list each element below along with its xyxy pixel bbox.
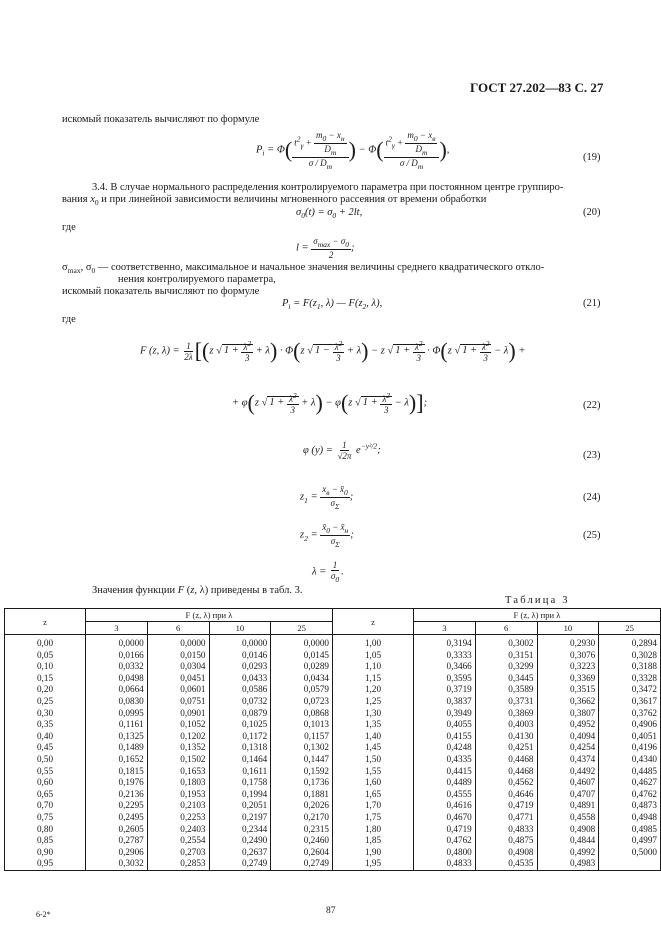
paragraph-3-4-line2: вания $x_0$ и при линейной зависимости величины мгновенного рассеяния от времени обработки xyxy=(62,194,487,208)
cell-z: 1,60 xyxy=(333,777,414,789)
cell-value: 0,3472 xyxy=(599,684,661,696)
cell-value: 0,3002 xyxy=(475,635,537,650)
cell-z: 1,35 xyxy=(333,719,414,731)
cell-value: 0,2604 xyxy=(271,847,333,859)
table-row xyxy=(5,766,661,778)
cell-value: 0,1352 xyxy=(147,742,209,754)
cell-value: 0,4485 xyxy=(599,766,661,778)
lambda-header: 25 xyxy=(271,622,333,635)
cell-z: 0,80 xyxy=(5,824,86,836)
cell-value: 0,1803 xyxy=(147,777,209,789)
cell-z: 1,30 xyxy=(333,708,414,720)
cell-z: 0,05 xyxy=(5,650,86,662)
page-header: ГОСТ 27.202—83 С. 27 xyxy=(470,80,604,95)
cell-value: 0,0879 xyxy=(209,708,271,720)
cell-value: 0,2315 xyxy=(271,824,333,836)
cell-value: 0,1302 xyxy=(271,742,333,754)
formula-21: $P_i = F(z_1$, λ) — $F(z_2$, λ), xyxy=(282,298,383,312)
cell-value: 0,1325 xyxy=(86,731,148,743)
cell-value: 0,4985 xyxy=(599,824,661,836)
cell-value: 0,2605 xyxy=(86,824,148,836)
cell-value: 0,4992 xyxy=(537,847,599,859)
table-row xyxy=(5,731,661,743)
cell-value: 0,4251 xyxy=(475,742,537,754)
cell-value: 0,2197 xyxy=(209,812,271,824)
cell-value: 0,3837 xyxy=(414,696,476,708)
cell-value: 0,4335 xyxy=(414,754,476,766)
paragraph-sigma-def-2: нения контролируемого параметра, xyxy=(118,274,276,285)
table-row xyxy=(5,684,661,696)
table-row xyxy=(5,754,661,766)
cell-value: 0,0304 xyxy=(147,661,209,673)
cell-value: 0,3299 xyxy=(475,661,537,673)
cell-value: 0,0723 xyxy=(271,696,333,708)
cell-value: 0,2637 xyxy=(209,847,271,859)
column-header-z-left: z xyxy=(5,609,86,635)
lambda-header: 3 xyxy=(414,622,476,635)
cell-z: 1,90 xyxy=(333,847,414,859)
table-row xyxy=(5,635,661,650)
table-row xyxy=(5,742,661,754)
cell-value: 0,0434 xyxy=(271,673,333,685)
cell-z: 1,70 xyxy=(333,800,414,812)
cell-value: 0,4891 xyxy=(537,800,599,812)
table-row xyxy=(5,835,661,847)
formula-19: $P_i = \Phi$( $t^2_\gamma$ + $\frac{m_0 - x_н}{D_m}$ σ / $D_m$ ) − Φ( $t^2_\gamma$ + $\frac{m_0 - x_в}{D_m}$ σ / $D_m$ ), xyxy=(256,130,450,171)
lambda-header: 10 xyxy=(209,622,271,635)
cell-value: 0,2749 xyxy=(271,858,333,870)
cell-value: 0,4844 xyxy=(537,835,599,847)
cell-value: 0,1025 xyxy=(209,719,271,731)
cell-value: 0,2906 xyxy=(86,847,148,859)
cell-value: 0,1758 xyxy=(209,777,271,789)
cell-z: 1,85 xyxy=(333,835,414,847)
table-row xyxy=(5,789,661,801)
cell-value: 0,0000 xyxy=(86,635,148,650)
cell-value: 0,4952 xyxy=(537,719,599,731)
cell-value: 0,1502 xyxy=(147,754,209,766)
cell-value: 0,4908 xyxy=(537,824,599,836)
cell-value: 0,3151 xyxy=(475,650,537,662)
cell-value: 0,0751 xyxy=(147,696,209,708)
cell-value: 0,3515 xyxy=(537,684,599,696)
cell-value: 0,4646 xyxy=(475,789,537,801)
cell-value: 0,4094 xyxy=(537,731,599,743)
cell-value: 0,4873 xyxy=(599,800,661,812)
cell-value: 0,4558 xyxy=(537,812,599,824)
cell-value: 0,4707 xyxy=(537,789,599,801)
paragraph-formula-intro: искомый показатель вычисляют по формуле xyxy=(62,286,260,297)
eq-number-21: (21) xyxy=(583,298,601,309)
cell-value: 0,2103 xyxy=(147,800,209,812)
table-row xyxy=(5,696,661,708)
cell-value: 0,2490 xyxy=(209,835,271,847)
cell-z: 0,95 xyxy=(5,858,86,870)
lambda-header: 6 xyxy=(475,622,537,635)
eq-number-22: (22) xyxy=(583,400,601,411)
cell-value: 0,1447 xyxy=(271,754,333,766)
formula-l: l = $\frac{\sigma_{max} - \sigma_0}{2}$ ; xyxy=(296,236,355,260)
cell-value: 0,3194 xyxy=(414,635,476,650)
cell-z: 0,40 xyxy=(5,731,86,743)
cell-z: 1,10 xyxy=(333,661,414,673)
formula-25: $z_2$ = $\frac{x̄_0 - x̄_н}{\sigma_\Sigma}$ ; xyxy=(300,522,354,549)
cell-value: 0,0901 xyxy=(147,708,209,720)
cell-z: 0,30 xyxy=(5,708,86,720)
cell-value: 0,4762 xyxy=(414,835,476,847)
cell-value: 0,1489 xyxy=(86,742,148,754)
cell-value: 0,4906 xyxy=(599,719,661,731)
label-where-1: где xyxy=(62,222,76,233)
table-row xyxy=(5,858,661,870)
paragraph-3-4-line1: 3.4. В случае нормального распределения контролируемого параметра при постоянном центре группиро- xyxy=(92,182,564,193)
cell-value: 0,0150 xyxy=(147,650,209,662)
cell-value: 0,3762 xyxy=(599,708,661,720)
table-row xyxy=(5,661,661,673)
cell-value: 0,2554 xyxy=(147,835,209,847)
cell-value: 0,4983 xyxy=(537,858,599,870)
table-row xyxy=(5,673,661,685)
cell-value: 0,0732 xyxy=(209,696,271,708)
cell-value: 0,4719 xyxy=(475,800,537,812)
cell-value: 0,1592 xyxy=(271,766,333,778)
table-row xyxy=(5,650,661,662)
cell-value: 0,2051 xyxy=(209,800,271,812)
cell-z: 0,70 xyxy=(5,800,86,812)
cell-value: 0,1172 xyxy=(209,731,271,743)
cell-value: 0,1464 xyxy=(209,754,271,766)
cell-value: 0,0000 xyxy=(147,635,209,650)
table-row xyxy=(5,824,661,836)
cell-z: 0,60 xyxy=(5,777,86,789)
cell-value: 0,3807 xyxy=(537,708,599,720)
cell-value: 0,1318 xyxy=(209,742,271,754)
cell-value: 0,3445 xyxy=(475,673,537,685)
cell-value: 0,0293 xyxy=(209,661,271,673)
footer-signature: 6-2* xyxy=(36,910,51,919)
cell-value: 0,0451 xyxy=(147,673,209,685)
cell-value: 0,4670 xyxy=(414,812,476,824)
cell-value: 0,2749 xyxy=(209,858,271,870)
cell-value: 0,1161 xyxy=(86,719,148,731)
cell-value: 0,3617 xyxy=(599,696,661,708)
cell-value: 0,3869 xyxy=(475,708,537,720)
cell-value: 0,2026 xyxy=(271,800,333,812)
cell-value: 0,2703 xyxy=(147,847,209,859)
cell-value: 0,4771 xyxy=(475,812,537,824)
lambda-header: 10 xyxy=(537,622,599,635)
cell-value: 0,4468 xyxy=(475,754,537,766)
table-row xyxy=(5,708,661,720)
cell-value: 0,4800 xyxy=(414,847,476,859)
cell-value: 0,1157 xyxy=(271,731,333,743)
cell-value: 0,4196 xyxy=(599,742,661,754)
cell-z: 0,45 xyxy=(5,742,86,754)
cell-value: 0,3949 xyxy=(414,708,476,720)
cell-value: 0,0146 xyxy=(209,650,271,662)
cell-value: 0,4254 xyxy=(537,742,599,754)
cell-value: 0,4833 xyxy=(475,824,537,836)
cell-value xyxy=(599,858,661,870)
formula-20: $\sigma_0(t) = \sigma_0 + 2lt$, xyxy=(296,207,363,221)
cell-z: 1,75 xyxy=(333,812,414,824)
formula-lambda: λ = $\frac{1}{\sigma_0}$ . xyxy=(312,560,344,584)
page-number: 87 xyxy=(326,906,336,916)
cell-z: 0,50 xyxy=(5,754,86,766)
cell-value: 0,0289 xyxy=(271,661,333,673)
cell-value: 0,2136 xyxy=(86,789,148,801)
cell-value: 0,4489 xyxy=(414,777,476,789)
cell-value: 0,4762 xyxy=(599,789,661,801)
cell-z: 0,65 xyxy=(5,789,86,801)
cell-value: 0,3662 xyxy=(537,696,599,708)
cell-value: 0,4492 xyxy=(537,766,599,778)
cell-z: 1,55 xyxy=(333,766,414,778)
cell-value: 0,2930 xyxy=(537,635,599,650)
cell-z: 0,35 xyxy=(5,719,86,731)
cell-value: 0,4562 xyxy=(475,777,537,789)
cell-value: 0,3333 xyxy=(414,650,476,662)
cell-z: 1,50 xyxy=(333,754,414,766)
eq-number-24: (24) xyxy=(583,492,601,503)
cell-z: 1,65 xyxy=(333,789,414,801)
lambda-header: 25 xyxy=(599,622,661,635)
cell-value: 0,1736 xyxy=(271,777,333,789)
cell-value: 0,0601 xyxy=(147,684,209,696)
cell-value: 0,2894 xyxy=(599,635,661,650)
cell-value: 0,0830 xyxy=(86,696,148,708)
cell-value: 0,0000 xyxy=(209,635,271,650)
column-header-z-right: z xyxy=(333,609,414,635)
cell-value: 0,1815 xyxy=(86,766,148,778)
cell-value: 0,4415 xyxy=(414,766,476,778)
cell-value: 0,4719 xyxy=(414,824,476,836)
cell-value: 0,2170 xyxy=(271,812,333,824)
cell-value: 0,2495 xyxy=(86,812,148,824)
table-row xyxy=(5,847,661,859)
cell-value: 0,3328 xyxy=(599,673,661,685)
formula-22-line1: F (z, λ) = $\frac{1}{2\lambda}$ [(z √ 1 + $\frac{\lambda^2}{3}$ + λ) · Φ(z √ 1 − $\frac{\lambda^2}{3}$ + λ) − z √ 1 + $\frac{\lambda^2}{3}$ · Φ(z √ 1 + $\frac{\lambda^2}{3}$ − λ) + xyxy=(140,338,526,363)
cell-value: 0,4003 xyxy=(475,719,537,731)
cell-value: 0,4875 xyxy=(475,835,537,847)
cell-value: 0,4997 xyxy=(599,835,661,847)
cell-value: 0,4616 xyxy=(414,800,476,812)
cell-value: 0,0498 xyxy=(86,673,148,685)
formula-23: φ (y) = $\frac{1}{√2\pi}$ $e^{-y^2/2}$; xyxy=(303,440,381,461)
eq-number-20: (20) xyxy=(583,207,601,218)
cell-value: 0,4555 xyxy=(414,789,476,801)
cell-value: 0,4130 xyxy=(475,731,537,743)
table-row xyxy=(5,777,661,789)
cell-z: 1,25 xyxy=(333,696,414,708)
paragraph-intro: искомый показатель вычисляют по формуле xyxy=(62,114,260,125)
cell-z: 0,15 xyxy=(5,673,86,685)
cell-value: 0,2403 xyxy=(147,824,209,836)
eq-number-23: (23) xyxy=(583,450,601,461)
cell-value: 0,4535 xyxy=(475,858,537,870)
group-header-left: F (z, λ) при λ xyxy=(86,609,333,622)
cell-z: 1,95 xyxy=(333,858,414,870)
cell-z: 1,15 xyxy=(333,673,414,685)
cell-value: 0,4468 xyxy=(475,766,537,778)
cell-value: 0,2460 xyxy=(271,835,333,847)
eq-number-25: (25) xyxy=(583,530,601,541)
cell-z: 0,00 xyxy=(5,635,86,650)
cell-value: 0,3466 xyxy=(414,661,476,673)
cell-value: 0,4340 xyxy=(599,754,661,766)
formula-24: $z_1$ = $\frac{x_в - x̄_0}{\sigma_\Sigma}$ ; xyxy=(300,484,354,511)
cell-value: 0,3731 xyxy=(475,696,537,708)
cell-z: 0,55 xyxy=(5,766,86,778)
eq-number-19: (19) xyxy=(583,152,601,163)
cell-value: 0,0166 xyxy=(86,650,148,662)
cell-z: 1,00 xyxy=(333,635,414,650)
cell-value: 0,1976 xyxy=(86,777,148,789)
table-row xyxy=(5,800,661,812)
paragraph-table-ref: Значения функции F (z, λ) приведены в табл. 3. xyxy=(92,585,303,596)
lambda-header: 6 xyxy=(147,622,209,635)
cell-value: 0,0145 xyxy=(271,650,333,662)
cell-value: 0,2853 xyxy=(147,858,209,870)
cell-z: 1,20 xyxy=(333,684,414,696)
cell-value: 0,0868 xyxy=(271,708,333,720)
cell-value: 0,3589 xyxy=(475,684,537,696)
cell-z: 0,20 xyxy=(5,684,86,696)
cell-value: 0,0586 xyxy=(209,684,271,696)
group-header-right: F (z, λ) при λ xyxy=(414,609,661,622)
cell-value: 0,2344 xyxy=(209,824,271,836)
cell-value: 0,3369 xyxy=(537,673,599,685)
cell-z: 0,75 xyxy=(5,812,86,824)
cell-value: 0,3032 xyxy=(86,858,148,870)
formula-22-line2: + φ(z √ 1 + $\frac{\lambda^2}{3}$ + λ) − φ(z √ 1 + $\frac{\lambda^2}{3}$ − λ)]; xyxy=(232,390,428,415)
cell-value: 0,0995 xyxy=(86,708,148,720)
cell-value: 0,1611 xyxy=(209,766,271,778)
cell-value: 0,3028 xyxy=(599,650,661,662)
cell-z: 1,80 xyxy=(333,824,414,836)
cell-value: 0,0579 xyxy=(271,684,333,696)
cell-z: 0,10 xyxy=(5,661,86,673)
paragraph-sigma-def-1: $\sigma_{max}$, $\sigma_0$ — соответственно, максимальное и начальное значения величины среднего квадратического откло- xyxy=(62,262,545,276)
cell-z: 0,85 xyxy=(5,835,86,847)
lambda-header: 3 xyxy=(86,622,148,635)
table-caption: Таблица 3 xyxy=(505,595,570,606)
cell-z: 0,90 xyxy=(5,847,86,859)
cell-value: 0,1653 xyxy=(147,766,209,778)
cell-value: 0,4374 xyxy=(537,754,599,766)
cell-value: 0,1052 xyxy=(147,719,209,731)
cell-value: 0,5000 xyxy=(599,847,661,859)
cell-value: 0,4833 xyxy=(414,858,476,870)
cell-value: 0,4908 xyxy=(475,847,537,859)
cell-value: 0,4248 xyxy=(414,742,476,754)
cell-z: 0,25 xyxy=(5,696,86,708)
cell-value: 0,2295 xyxy=(86,800,148,812)
cell-value: 0,3188 xyxy=(599,661,661,673)
cell-z: 1,45 xyxy=(333,742,414,754)
cell-z: 1,40 xyxy=(333,731,414,743)
cell-value: 0,3223 xyxy=(537,661,599,673)
cell-value: 0,1652 xyxy=(86,754,148,766)
cell-value: 0,4055 xyxy=(414,719,476,731)
cell-value: 0,1202 xyxy=(147,731,209,743)
cell-value: 0,4607 xyxy=(537,777,599,789)
cell-value: 0,2253 xyxy=(147,812,209,824)
values-table xyxy=(4,608,661,871)
table-row xyxy=(5,812,661,824)
cell-value: 0,2787 xyxy=(86,835,148,847)
cell-value: 0,3595 xyxy=(414,673,476,685)
cell-value: 0,3076 xyxy=(537,650,599,662)
cell-value: 0,1881 xyxy=(271,789,333,801)
cell-value: 0,1013 xyxy=(271,719,333,731)
table-row xyxy=(5,719,661,731)
cell-value: 0,4627 xyxy=(599,777,661,789)
cell-value: 0,0332 xyxy=(86,661,148,673)
cell-value: 0,0664 xyxy=(86,684,148,696)
cell-value: 0,4051 xyxy=(599,731,661,743)
cell-value: 0,0433 xyxy=(209,673,271,685)
cell-value: 0,1994 xyxy=(209,789,271,801)
cell-value: 0,4155 xyxy=(414,731,476,743)
cell-value: 0,4948 xyxy=(599,812,661,824)
cell-value: 0,3719 xyxy=(414,684,476,696)
label-where-2: где xyxy=(62,314,76,325)
cell-value: 0,0000 xyxy=(271,635,333,650)
cell-value: 0,1953 xyxy=(147,789,209,801)
cell-z: 1,05 xyxy=(333,650,414,662)
